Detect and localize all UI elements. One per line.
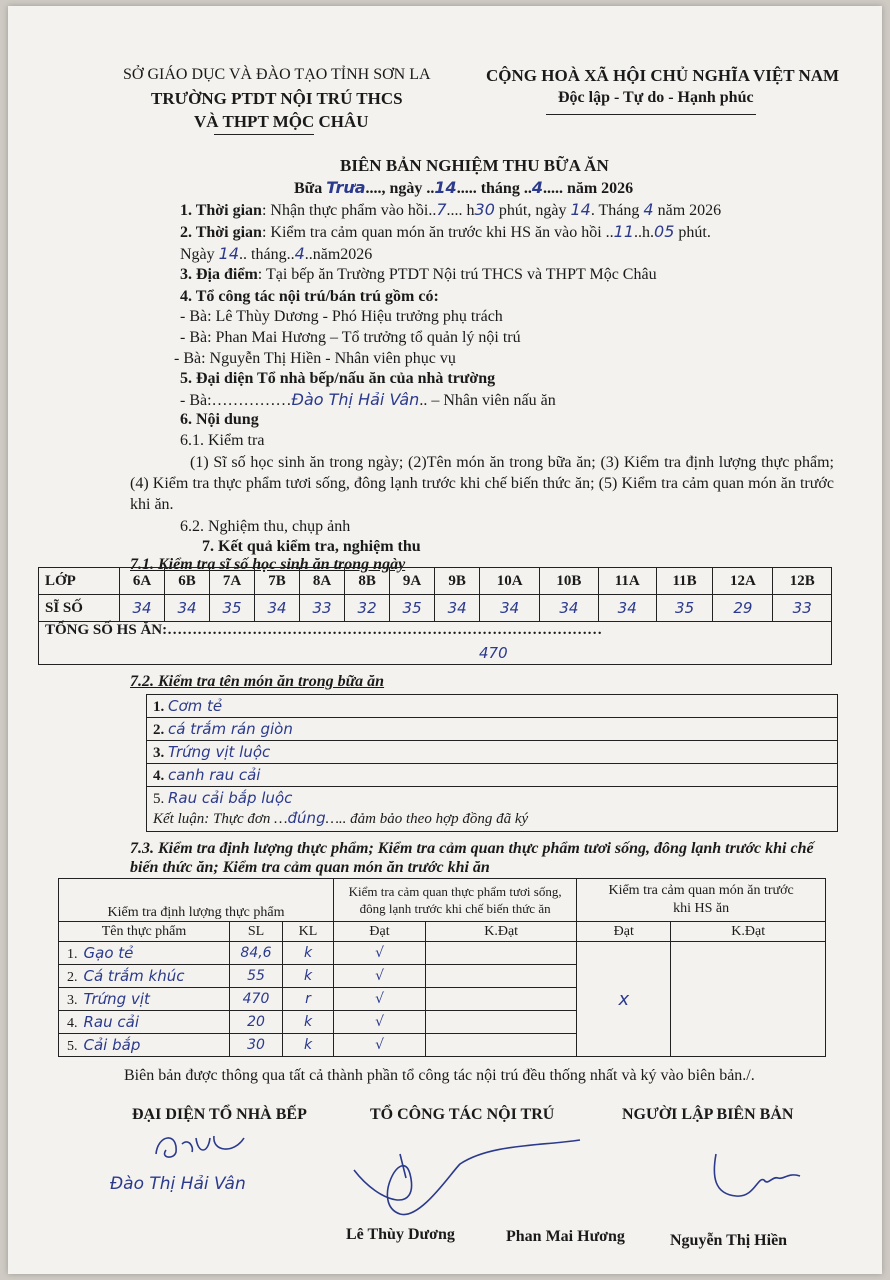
class-cell: 7B — [255, 568, 300, 595]
header-school: TRƯỜNG PTDT NỘI TRÚ THCS — [151, 89, 403, 108]
food-name-cell — [59, 942, 230, 965]
fresh-dat — [334, 965, 426, 988]
food-sl-text: 55 — [247, 968, 265, 984]
class-cell: 6A — [120, 568, 165, 595]
food-kl-text: r — [305, 991, 311, 1007]
class-cell: 9B — [435, 568, 480, 595]
food-sl — [230, 1034, 283, 1057]
sig-left-mark-icon — [148, 1124, 258, 1164]
count-cell: 35 — [390, 595, 435, 622]
section-7-1-heading: 7.1. Kiểm tra sĩ số học sinh ăn trong ngày — [130, 556, 406, 573]
item-6-2: 6.2. Nghiệm thu, chụp ảnh — [180, 518, 351, 535]
meal-line: Bữa Trưa...., ngày ..14..... tháng ..4..... năm 2026 — [294, 178, 634, 197]
food-kl-text: k — [303, 968, 313, 984]
count-cell: 29 — [713, 595, 773, 622]
fresh-kdat — [426, 965, 577, 988]
dish-5: 5. Rau cải bắp luộc Kết luận: Thực đơn …đúng….. đảm bảo theo hợp đồng đã ký — [147, 787, 837, 831]
item-6-1: 6.1. Kiểm tra — [180, 432, 265, 449]
fresh-dat — [334, 1034, 426, 1057]
food-name: Trứng vịt — [83, 989, 150, 1008]
col-name: Tên thực phẩm — [59, 922, 230, 942]
fresh-dat — [334, 988, 426, 1011]
col-fresh-dat: Đạt — [334, 922, 426, 942]
item-5: 5. Đại diện Tổ nhà bếp/nấu ăn của nhà trường — [180, 370, 496, 387]
member-3: - Bà: Nguyễn Thị Hiền - Nhân viên phục vụ — [174, 350, 456, 367]
class-cell: 9A — [390, 568, 435, 595]
sig-mid-mark-icon — [340, 1134, 590, 1224]
food-name: Gạo tẻ — [83, 943, 134, 962]
food-kl — [283, 1011, 334, 1034]
total-row — [39, 622, 832, 665]
food-kl — [283, 965, 334, 988]
food-sl — [230, 988, 283, 1011]
fresh-kdat — [426, 942, 577, 965]
dish-1: 1. Cơm tẻ — [147, 695, 837, 718]
class-cell: 11A — [598, 568, 656, 595]
col-dish-dat: Đạt — [577, 922, 671, 942]
food-kl — [283, 1034, 334, 1057]
count-cell: 34 — [255, 595, 300, 622]
class-cell: 12A — [713, 568, 773, 595]
food-sl-text: 30 — [247, 1037, 265, 1053]
food-name-cell — [59, 1011, 230, 1034]
col-quant-header: Kiểm tra định lượng thực phẩm — [59, 879, 334, 922]
fresh-dat — [334, 942, 426, 965]
item-4: 4. Tổ công tác nội trú/bán trú gồm có: — [180, 288, 439, 305]
menu-conclusion: Kết luận: Thực đơn …đúng….. đảm bảo theo hợp đồng đã ký — [153, 809, 529, 827]
total-value: 470 — [479, 644, 508, 662]
section-7-2-heading: 7.2. Kiểm tra tên món ăn trong bữa ăn — [130, 673, 385, 690]
dish-3: 3. Trứng vịt luộc — [147, 741, 837, 764]
food-name: Cải bắp — [83, 1035, 141, 1054]
food-sl-text: 20 — [247, 1014, 265, 1030]
count-cell: 34 — [598, 595, 656, 622]
fresh-kdat — [426, 1011, 577, 1034]
class-cell: 11B — [656, 568, 712, 595]
col-dish-header: Kiểm tra cảm quan món ăn trước khi HS ăn — [577, 879, 826, 922]
class-cell: 8B — [345, 568, 390, 595]
attendance-table — [38, 567, 832, 665]
count-cell: 35 — [656, 595, 712, 622]
food-name-cell — [59, 1034, 230, 1057]
header-country: CỘNG HOÀ XÃ HỘI CHỦ NGHĨA VIỆT NAM — [486, 66, 840, 85]
food-name-cell — [59, 965, 230, 988]
item-6: 6. Nội dung — [180, 411, 259, 428]
menu-box — [146, 694, 838, 832]
class-cell: 10A — [480, 568, 540, 595]
food-kl — [283, 988, 334, 1011]
dish-dat-text: x — [618, 988, 630, 1010]
food-kl-text: k — [303, 1037, 313, 1053]
class-cell: 10B — [540, 568, 598, 595]
col-fresh-kdat: K.Đạt — [426, 922, 577, 942]
col-sl: SL — [230, 922, 283, 942]
sig-left-title: ĐẠI DIỆN TỔ NHÀ BẾP — [132, 1106, 307, 1123]
food-kl-text: k — [303, 945, 313, 961]
food-sl — [230, 965, 283, 988]
item-7: 7. Kết quả kiểm tra, nghiệm thu — [202, 538, 421, 555]
count-row — [39, 595, 832, 622]
row-label-class: LỚP — [39, 568, 120, 595]
fresh-dat-text: √ — [375, 1037, 384, 1053]
member-1: - Bà: Lê Thùy Dương - Phó Hiệu trưởng phụ trách — [180, 308, 503, 325]
col-kl: KL — [283, 922, 334, 942]
fresh-dat-text: √ — [375, 945, 384, 961]
row-label-count: SĨ SỐ — [39, 595, 120, 622]
header-agency: SỞ GIÁO DỤC VÀ ĐÀO TẠO TỈNH SƠN LA — [123, 66, 431, 83]
count-cell: 34 — [120, 595, 165, 622]
col-fresh-header: Kiểm tra cảm quan thực phẩm tươi sống, đông lạnh trước khi chế biến thức ăn — [334, 879, 577, 922]
food-num: 2. — [67, 969, 78, 985]
document-title: BIÊN BẢN NGHIỆM THU BỮA ĂN — [340, 156, 609, 175]
section-7-3-heading-2: biến thức ăn; Kiểm tra cảm quan món ăn trước khi ăn — [130, 859, 490, 876]
item-3: 3. Địa điểm: Tại bếp ăn Trường PTDT Nội trú THCS và THPT Mộc Châu — [180, 266, 657, 283]
member-2: - Bà: Phan Mai Hương – Tổ trưởng tổ quản lý nội trú — [180, 329, 521, 346]
count-cell: 34 — [540, 595, 598, 622]
sig-right-mark-icon — [708, 1146, 818, 1206]
class-cell: 7A — [210, 568, 255, 595]
header-motto: Độc lập - Tự do - Hạnh phúc — [558, 89, 754, 106]
col-dish-kdat: K.Đạt — [671, 922, 826, 942]
food-kl — [283, 942, 334, 965]
class-cell: 8A — [300, 568, 345, 595]
food-num: 3. — [67, 992, 78, 1008]
kitchen-rep: - Bà:……………Đào Thị Hải Vân.. – Nhân viên nấu ăn — [180, 390, 556, 409]
food-name: Rau cải — [83, 1012, 139, 1031]
header-rule-right — [546, 114, 756, 115]
total-cell — [39, 622, 832, 665]
sig-mid-title: TỔ CÔNG TÁC NỘI TRÚ — [370, 1106, 555, 1123]
count-cell: 33 — [300, 595, 345, 622]
header-rule-left — [214, 134, 314, 135]
food-sl-text: 470 — [242, 991, 270, 1007]
sig-right-title: NGƯỜI LẬP BIÊN BẢN — [622, 1106, 794, 1123]
meal-value: Trưa — [326, 178, 366, 197]
food-num: 4. — [67, 1015, 78, 1031]
closing-text: Biên bản được thông qua tất cả thành phần tổ công tác nội trú đều thống nhất và ký vào biên bản./. — [124, 1067, 755, 1084]
food-sl-text: 84,6 — [240, 945, 272, 961]
sig-left-name: Đào Thị Hải Vân — [110, 1174, 246, 1194]
item-2: 2. Thời gian: Kiểm tra cảm quan món ăn trước khi HS ăn vào hồi ..11..h.05 phút. — [180, 222, 711, 241]
food-sl — [230, 942, 283, 965]
section-7-3-heading: 7.3. Kiểm tra định lượng thực phẩm; Kiểm tra cảm quan thực phẩm tươi sống, đông lạnh trước khi chế — [130, 840, 814, 857]
dish-2: 2. cá trắm rán giòn — [147, 718, 837, 741]
item-1: 1. Thời gian: Nhận thực phẩm vào hồi..7.... h30 phút, ngày 14. Tháng 4 năm 2026 — [180, 200, 722, 219]
fresh-dat — [334, 1011, 426, 1034]
fresh-kdat — [426, 1034, 577, 1057]
fresh-kdat — [426, 988, 577, 1011]
sig-mid-name-2: Phan Mai Hương — [506, 1228, 625, 1245]
dish-dat — [577, 942, 671, 1057]
count-cell: 34 — [435, 595, 480, 622]
fresh-dat-text: √ — [375, 991, 384, 1007]
class-row — [39, 568, 832, 595]
check-list-text: (1) Sĩ số học sinh ăn trong ngày; (2)Tên món ăn trong bữa ăn; (3) Kiểm tra định lượng thực phẩm; (4) Kiểm tra thực phẩm tươi sống, đông lạnh trước khi chế biến thức ăn; (5) Kiểm tra cảm quan món ăn trước khi ăn. — [130, 454, 834, 513]
item-2-date: Ngày 14.. tháng..4..năm2026 — [180, 244, 373, 263]
class-cell: 6B — [165, 568, 210, 595]
food-num: 5. — [67, 1038, 78, 1054]
document-page — [8, 6, 882, 1274]
sig-mid-name-1: Lê Thùy Dương — [346, 1226, 455, 1243]
food-name-cell — [59, 988, 230, 1011]
count-cell: 34 — [480, 595, 540, 622]
fresh-dat-text: √ — [375, 968, 384, 984]
class-cell: 12B — [773, 568, 832, 595]
food-check-table — [58, 878, 826, 1057]
food-sl — [230, 1011, 283, 1034]
dish-kdat — [671, 942, 826, 1057]
food-num: 1. — [67, 946, 78, 962]
total-label: TỔNG SỐ HS ĂN:…………………………………………………………………………… — [45, 622, 603, 638]
dish-4: 4. canh rau cải — [147, 764, 837, 787]
count-cell: 33 — [773, 595, 832, 622]
count-cell: 32 — [345, 595, 390, 622]
count-cell: 34 — [165, 595, 210, 622]
fresh-dat-text: √ — [375, 1014, 384, 1030]
food-name: Cá trắm khúc — [83, 966, 185, 985]
food-kl-text: k — [303, 1014, 313, 1030]
count-cell: 35 — [210, 595, 255, 622]
food-row — [59, 942, 826, 965]
header-school-2: VÀ THPT MỘC CHÂU — [194, 112, 369, 131]
sig-right-name: Nguyễn Thị Hiền — [670, 1232, 788, 1249]
